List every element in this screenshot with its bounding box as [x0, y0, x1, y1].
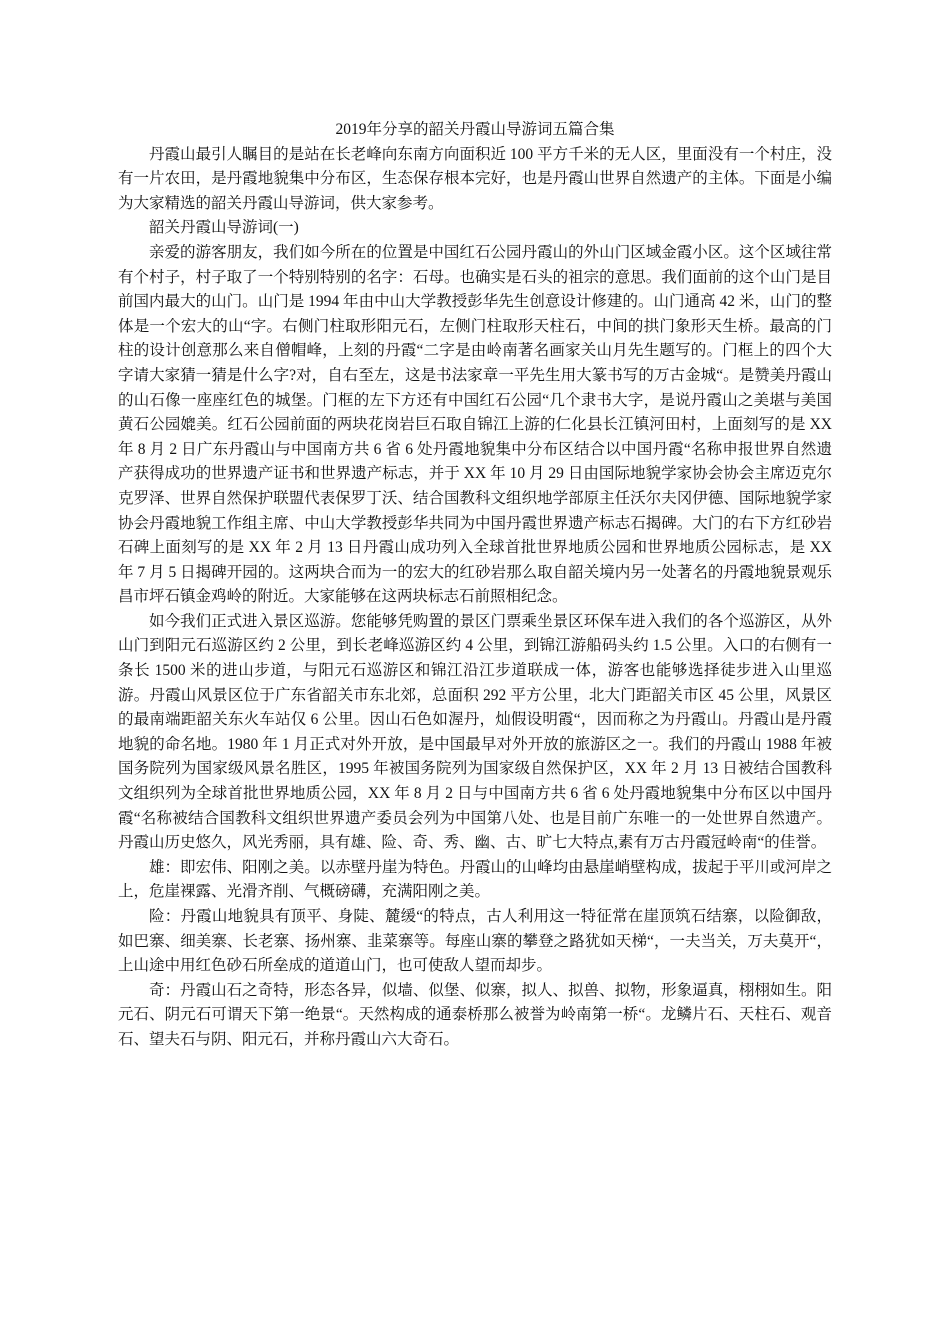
intro-paragraph: 丹霞山最引人瞩目的是站在长老峰向东南方向面积近 100 平方千米的无人区，里面没有一个村庄，没有一片农田，是丹霞地貌集中分布区，生态保存根本完好，也是丹霞山世界自然遗产的主体。下面是小编为大家精选的韶关丹霞山导游词，供大家参考。 — [118, 145, 832, 212]
body-paragraph: 亲爱的游客朋友，我们如今所在的位置是中国红石公园丹霞山的外山门区域金霞小区。这个区域往常有个村子，村子取了一个特别特别的名字：石母。也确实是石头的祖宗的意思。我们面前的这个山门是目前国内最大的山门。山门是 1994 年由中山大学教授彭华先生创意设计修建的。山门通高 42 米，山门的整体是一个宏大的山“字。右侧门柱取形阳元石，左侧门柱取形天柱石，中间的拱门象形天生桥。最高的门柱的设计创意那么来自僧帽峰，上刻的丹霞“二字是由岭南著名画家关山月先生题写的。门框上的四个大字请大家猜一猜是什么字?对，自右至左，这是书法家章一平先生用大篆书写的万古金城“。是赞美丹霞山的山石像一座座红色的城堡。门框的左下方还有中国红石公园“几个隶书大字，是说丹霞山之美堪与美国黄石公园媲美。红石公园前面的两块花岗岩巨石取自锦江上游的仁化县长江镇河田村，上面刻写的是 XX 年 8 月 2 日广东丹霞山与中国南方共 6 省 6 处丹霞地貌集中分布区结合以中国丹霞“名称申报世界自然遗产获得成功的世界遗产证书和世界遗产标志，并于 XX 年 10 月 29 日由国际地貌学家协会协会主席迈克尔克罗泽、世界自然保护联盟代表保罗丁沃、结合国教科文组织地学部原主任沃尔夫冈伊德、国际地貌学家协会丹霞地貌工作组主席、中山大学教授彭华共同为中国丹霞世界遗产标志石揭碑。大门的右下方红砂岩石碑上面刻写的是 XX 年 2 月 13 日丹霞山成功列入全球首批世界地质公园和世界地质公园标志，是 XX 年 7 月 5 日揭碑开园的。这两块合而为一的宏大的红砂岩那么取自韶关境内另一处著名的丹霞地貌景观乐昌市坪石镇金鸡岭的附近。大家能够在这两块标志石前照相纪念。 — [118, 243, 832, 606]
document-title: 2019年分享的韶关丹霞山导游词五篇合集 — [335, 121, 615, 138]
document-page — [118, 118, 832, 1053]
body-paragraph: 险：丹霞山地貌具有顶平、身陡、麓缓“的特点，古人利用这一特征常在崖顶筑石结寨，以险御敌，如巴寨、细美寨、长老寨、扬州寨、韭菜寨等。每座山寨的攀登之路犹如天梯“，一夫当关，万夫莫开“，上山途中用红色砂石所垒成的道道山门，也可使敌人望而却步。 — [118, 908, 832, 975]
body-paragraph: 雄：即宏伟、阳刚之美。以赤壁丹崖为特色。丹霞山的山峰均由悬崖峭壁构成，拔起于平川或河岸之上，危崖裸露、光滑齐削、气概磅礴，充满阳刚之美。 — [118, 858, 832, 901]
body-paragraph: 奇：丹霞山石之奇特，形态各异，似墙、似堡、似寨，拟人、拟兽、拟物，形象逼真，栩栩如生。阳元石、阴元石可谓天下第一绝景“。天然构成的通泰桥那么被誉为岭南第一桥“。龙鳞片石、天柱石、观音石、望夫石与阴、阳元石，并称丹霞山六大奇石。 — [118, 981, 832, 1048]
section-heading: 韶关丹霞山导游词(一) — [149, 219, 299, 237]
body-paragraph: 如今我们正式进入景区巡游。您能够凭购置的景区门票乘坐景区环保车进入我们的各个巡游区，从外山门到阳元石巡游区约 2 公里，到长老峰巡游区约 4 公里，到锦江游船码头约 1.5 公里。入口的右侧有一条长 1500 米的进山步道，与阳元石巡游区和锦江沿江步道联成一体，游客也能够选择徒步进入山里巡游。丹霞山风景区位于广东省韶关市东北郊，总面积 292 平方公里，北大门距韶关市区 45 公里，风景区的最南端距韶关东火车站仅 6 公里。因山石色如渥丹，灿假设明霞“，因而称之为丹霞山。丹霞山是丹霞地貌的命名地。1980 年 1 月正式对外开放，是中国最早对外开放的旅游区之一。我们的丹霞山 1988 年被国务院列为国家级风景名胜区，1995 年被国务院列为国家级自然保护区，XX 年 2 月 13 日被结合国教科文组织列为全球首批世界地质公园，XX 年 8 月 2 日与中国南方共 6 省 6 处丹霞地貌集中分布区以中国丹霞“名称被结合国教科文组织世界遗产委员会列为中国第八处、也是目前广东唯一的一处世界自然遗产。丹霞山历史悠久，风光秀丽，具有雄、险、奇、秀、幽、古、旷七大特点,素有万古丹霞冠岭南“的佳誉。 — [118, 612, 832, 852]
